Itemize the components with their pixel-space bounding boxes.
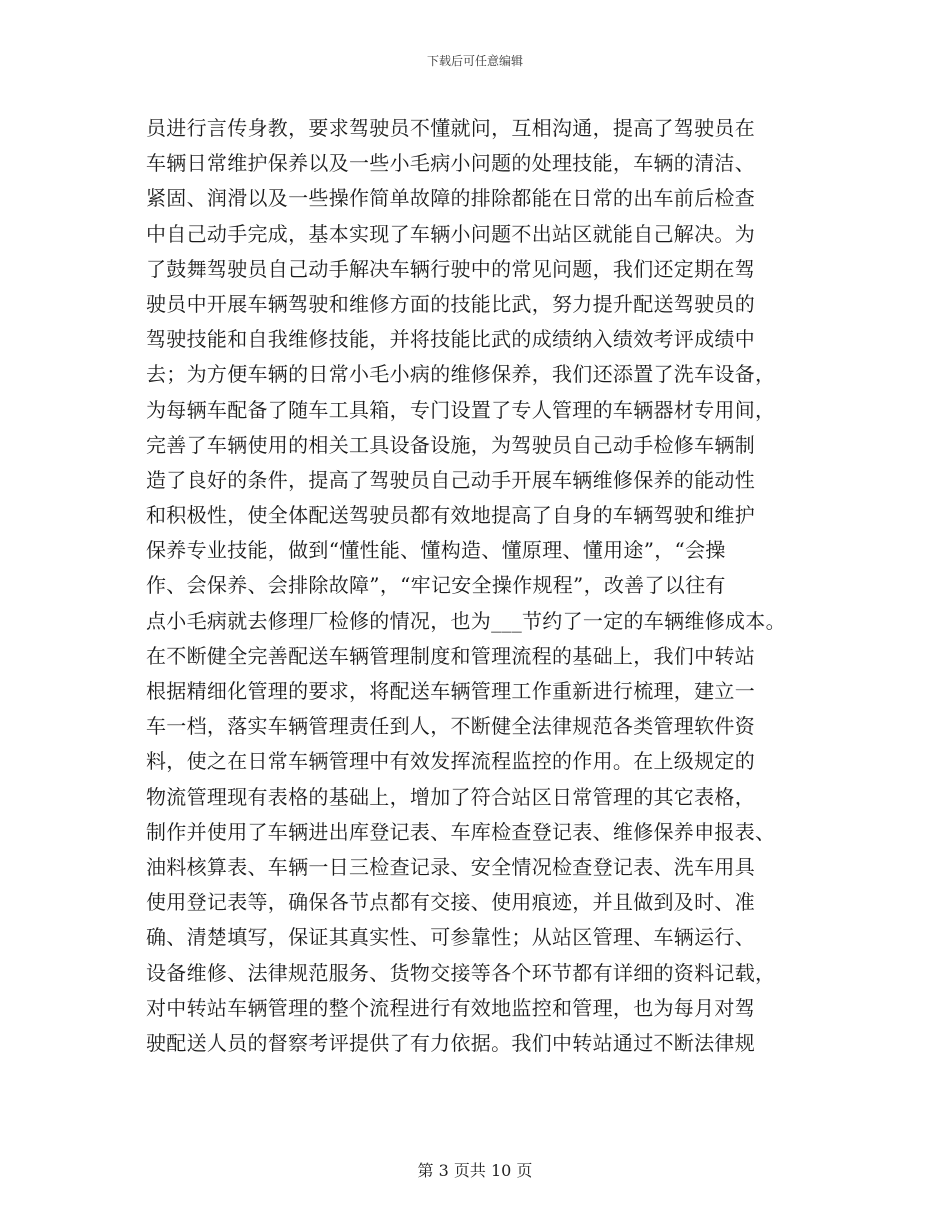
text-line: 和积极性，使全体配送驾驶员都有效地提高了自身的车辆驾驶和维护 (146, 503, 755, 528)
text-line: 中自己动手完成，基本实现了车辆小问题不出站区就能自己解决。为 (146, 221, 755, 246)
text-line: 驶配送人员的督察考评提供了有力依据。我们中转站通过不断法律规 (146, 1030, 755, 1055)
text-line: 为每辆车配备了随车工具箱，专门设置了专人管理的车辆器材专用间， (146, 397, 776, 422)
text-line: 驶员中开展车辆驾驶和维修方面的技能比武，努力提升配送驾驶员的 (146, 291, 755, 316)
text-line: 料，使之在日常车辆管理中有效发挥流程监控的作用。在上级规定的 (146, 749, 755, 774)
text-line: 保养专业技能，做到“懂性能、懂构造、懂原理、懂用途”，“会操 (146, 538, 726, 563)
page-header: 下载后可任意编辑 (426, 54, 523, 68)
text-line: 对中转站车辆管理的整个流程进行有效地监控和管理，也为每月对驾 (146, 995, 755, 1020)
text-line: 造了良好的条件，提高了驾驶员自己动手开展车辆维修保养的能动性 (146, 467, 755, 492)
text-line: 确、清楚填写，保证其真实性、可参靠性；从站区管理、车辆运行、 (146, 925, 755, 950)
body-text (146, 111, 836, 1061)
text-line: 驾驶技能和自我维修技能，并将技能比武的成绩纳入绩效考评成绩中 (146, 327, 755, 352)
text-line: 使用登记表等，确保各节点都有交接、使用痕迹，并且做到及时、准 (146, 890, 755, 915)
text-line: 完善了车辆使用的相关工具设备设施，为驾驶员自己动手检修车辆制 (146, 432, 755, 457)
text-line: 了鼓舞驾驶员自己动手解决车辆行驶中的常见问题，我们还定期在驾 (146, 256, 755, 281)
text-line: 物流管理现有表格的基础上，增加了符合站区日常管理的其它表格， (146, 784, 755, 809)
text-line: 作、会保养、会排除故障”，“牢记安全操作规程”，改善了以往有 (146, 573, 726, 598)
text-line: 点小毛病就去修理厂检修的情况，也为___节约了一定的车辆维修成本。 (146, 608, 786, 633)
text-line: 油料核算表、车辆一日三检查记录、安全情况检查登记表、洗车用具 (146, 854, 755, 879)
text-line: 车辆日常维护保养以及一些小毛病小问题的处理技能，车辆的清洁、 (146, 151, 755, 176)
text-line: 设备维修、法律规范服务、货物交接等各个环节都有详细的资料记载， (146, 960, 776, 985)
page-number: 第 3 页共 10 页 (417, 1161, 533, 1180)
text-line: 在不断健全完善配送车辆管理制度和管理流程的基础上，我们中转站 (146, 643, 755, 668)
text-line: 制作并使用了车辆进出库登记表、车库检查登记表、维修保养申报表、 (146, 819, 776, 844)
text-line: 去；为方便车辆的日常小毛小病的维修保养，我们还添置了洗车设备， (146, 362, 776, 387)
text-line: 紧固、润滑以及一些操作简单故障的排除都能在日常的出车前后检查 (146, 186, 755, 211)
text-line: 根据精细化管理的要求，将配送车辆管理工作重新进行梳理，建立一 (146, 679, 755, 703)
text-line: 员进行言传身教，要求驾驶员不懂就问，互相沟通，提高了驾驶员在 (146, 116, 755, 140)
text-line: 车一档，落实车辆管理责任到人，不断健全法律规范各类管理软件资 (146, 714, 755, 739)
